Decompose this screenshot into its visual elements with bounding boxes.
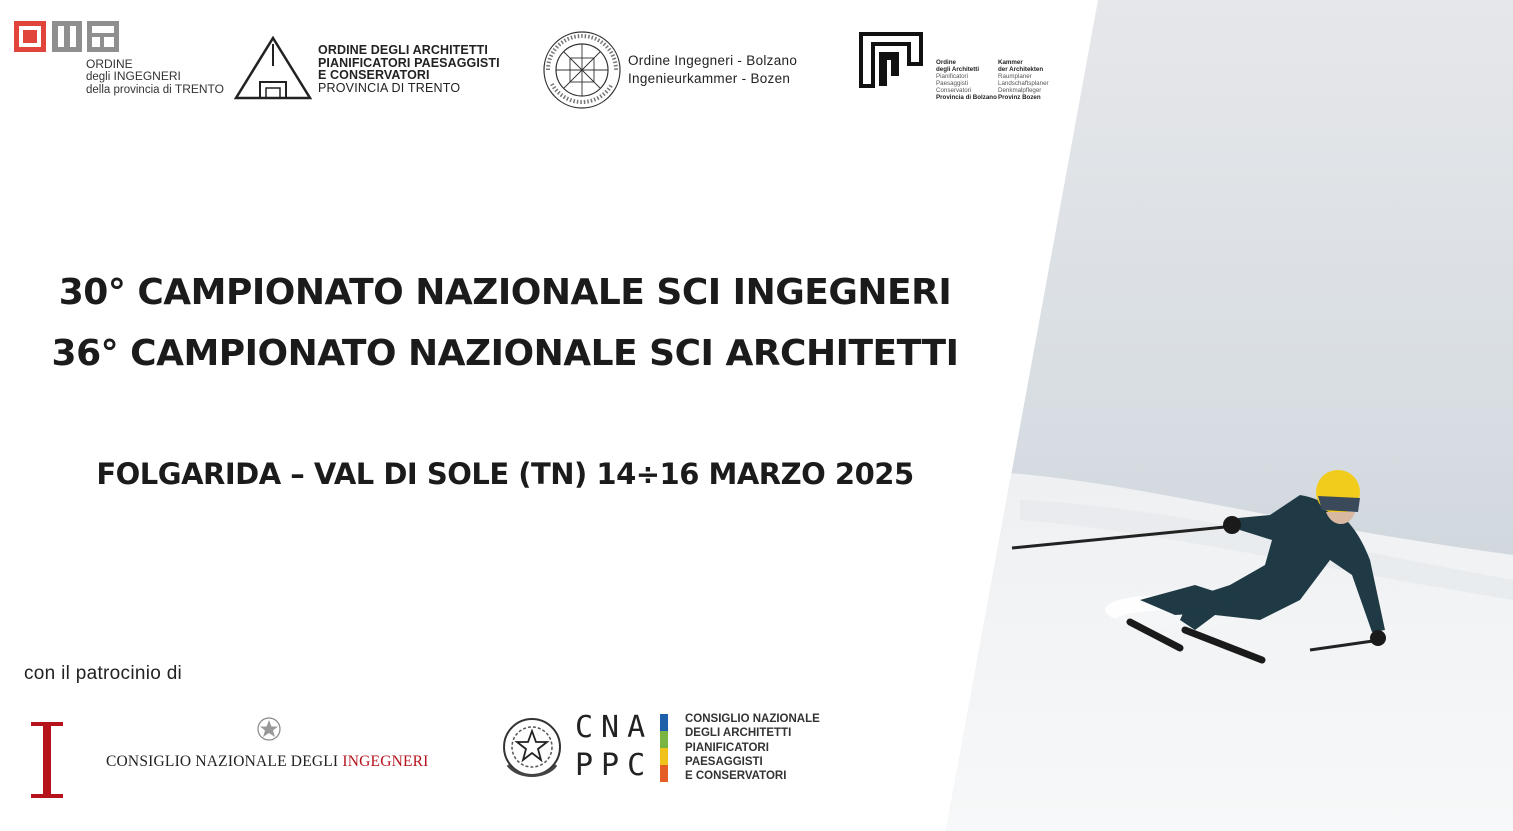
title-architects-championship: 36° CAMPIONATO NAZIONALE SCI ARCHITETTI	[51, 333, 959, 374]
square-spiral-icon	[855, 28, 927, 92]
arch-bolzano-col-2: Kammer der Architekten Raumplaner Landschaftsplaner Denkmalpfleger Provinz Bozen	[998, 59, 1049, 101]
oit-line-1: ORDINE	[86, 57, 133, 71]
cnappc-line-1: CONSIGLIO NAZIONALE	[685, 713, 820, 725]
title-engineers-championship: 30° CAMPIONATO NAZIONALE SCI INGEGNERI	[58, 272, 952, 313]
ing-bolzano-logo-text	[628, 52, 797, 88]
arch-trento-line-2: PIANIFICATORI PAESAGGISTI	[318, 55, 500, 70]
cni-logo-text: CONSIGLIO NAZIONALE DEGLI INGEGNERI	[106, 753, 429, 770]
cnappc-line-3: PIANIFICATORI	[685, 741, 769, 754]
arch-trento-line-4: PROVINCIA DI TRENTO	[318, 80, 461, 95]
italian-republic-emblem-icon	[500, 713, 564, 783]
cnappc-color-bar-icon	[660, 714, 668, 782]
event-location-date: FOLGARIDA – VAL DI SOLE (TN) 14÷16 MARZO 2025	[96, 457, 914, 491]
cnappc-line-5: E CONSERVATORI	[685, 770, 787, 783]
engineers-seal-icon	[540, 28, 624, 112]
cnappc-line-2: DEGLI ARCHITETTI	[685, 727, 792, 740]
cnappc-line-4: PAESAGGISTI	[685, 755, 763, 768]
triangle-architecture-icon	[234, 36, 312, 100]
ing-bolzano-line-1: Ordine Ingegneri - Bolzano	[628, 53, 798, 68]
roman-i-icon	[31, 722, 63, 798]
arch-trento-line-3: E CONSERVATORI	[318, 68, 430, 82]
arch-bolzano-col-1: Ordine degli Architetti Pianificatori Paesaggisti Conservatori Provincia di Bolzano	[936, 59, 997, 101]
oit-line-3: della provincia di TRENTO	[86, 82, 224, 96]
arch-trento-logo-text	[318, 44, 500, 94]
oit-logo-text	[86, 58, 224, 96]
cnappc-acronym: CNA PPC	[575, 710, 654, 783]
ing-bolzano-line-2: Ingenieurkammer - Bozen	[628, 71, 791, 86]
cnappc-logo-text	[685, 712, 820, 783]
patronage-label: con il patrocinio di	[24, 663, 183, 684]
star-emblem-icon	[257, 716, 281, 742]
oit-logo-icon	[14, 21, 120, 54]
arch-trento-line-1: ORDINE DEGLI ARCHITETTI	[318, 43, 488, 57]
oit-line-2: degli INGEGNERI	[86, 69, 181, 83]
